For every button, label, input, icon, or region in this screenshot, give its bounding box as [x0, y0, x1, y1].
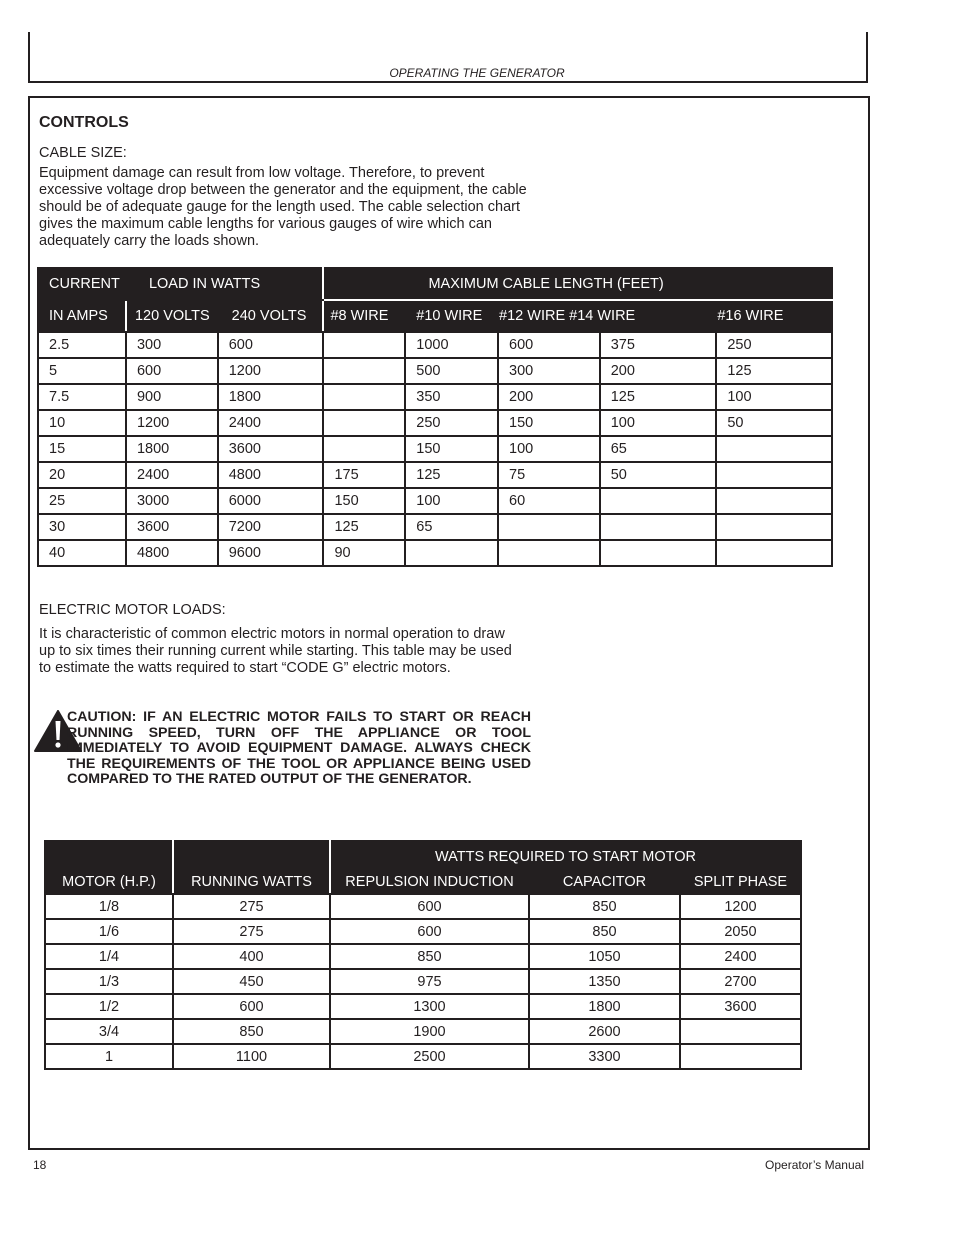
table-cell: 1800 — [529, 994, 680, 1019]
table-cell: 7200 — [218, 514, 324, 540]
table-cell — [600, 488, 717, 514]
table-cell: 175 — [323, 462, 405, 488]
table-cell: 850 — [330, 944, 529, 969]
table-cell: 300 — [498, 358, 600, 384]
table-cell: 150 — [498, 410, 600, 436]
table-cell: 90 — [323, 540, 405, 566]
caution-block — [34, 710, 534, 810]
table-cell: 900 — [126, 384, 218, 410]
table-cell: 200 — [498, 384, 600, 410]
table-cell: 450 — [173, 969, 330, 994]
table-cell: 1100 — [173, 1044, 330, 1069]
table-cell: 150 — [405, 436, 498, 462]
table-cell: 3/4 — [45, 1019, 173, 1044]
table-cell — [716, 488, 832, 514]
table-cell: 850 — [173, 1019, 330, 1044]
table-cell: 4800 — [126, 540, 218, 566]
table-cell — [323, 410, 405, 436]
table-cell — [323, 384, 405, 410]
motor-table-row — [45, 919, 801, 944]
table-cell: 125 — [323, 514, 405, 540]
table-cell: 7.5 — [38, 384, 126, 410]
table-cell — [716, 540, 832, 566]
header-max-cable-length: MAXIMUM CABLE LENGTH (FEET) — [323, 268, 832, 300]
cable-table-row — [38, 436, 832, 462]
table-cell: 150 — [323, 488, 405, 514]
table-cell: 600 — [330, 894, 529, 919]
table-cell: 1/2 — [45, 994, 173, 1019]
table-cell: 125 — [600, 384, 717, 410]
table-cell: 125 — [716, 358, 832, 384]
header-12-14-wire: #12 WIRE #14 WIRE — [498, 300, 716, 332]
header-motor-hp: MOTOR (H.P.) — [45, 869, 173, 894]
table-cell: 100 — [716, 384, 832, 410]
table-cell: 200 — [600, 358, 717, 384]
table-cell: 2400 — [126, 462, 218, 488]
table-cell: 600 — [173, 994, 330, 1019]
table-cell: 300 — [126, 332, 218, 358]
table-cell — [680, 1044, 801, 1069]
cable-table-row — [38, 410, 832, 436]
header-8-wire: #8 WIRE — [323, 300, 405, 332]
table-cell: 975 — [330, 969, 529, 994]
motor-table-row — [45, 1044, 801, 1069]
table-cell: 3600 — [218, 436, 324, 462]
cable-table-row — [38, 332, 832, 358]
table-cell: 1200 — [680, 894, 801, 919]
motor-table-body — [45, 894, 801, 1069]
table-cell — [600, 514, 717, 540]
table-cell: 5 — [38, 358, 126, 384]
table-cell: 1050 — [529, 944, 680, 969]
cable-table-row — [38, 384, 832, 410]
header-240-volts: 240 VOLTS — [231, 308, 307, 324]
header-watts-required: WATTS REQUIRED TO START MOTOR — [330, 841, 801, 869]
motor-table-row — [45, 994, 801, 1019]
cable-header-row-2 — [38, 300, 832, 332]
table-cell: 600 — [218, 332, 324, 358]
table-cell: 75 — [498, 462, 600, 488]
cable-table-row — [38, 462, 832, 488]
header-repulsion-induction: REPULSION INDUCTION — [330, 869, 529, 894]
table-cell: 2400 — [680, 944, 801, 969]
motor-table-row — [45, 944, 801, 969]
table-cell: 100 — [600, 410, 717, 436]
table-cell: 100 — [498, 436, 600, 462]
header-in-amps: IN AMPS — [38, 300, 126, 332]
cable-table-row — [38, 358, 832, 384]
motor-table-row — [45, 894, 801, 919]
header-volts — [126, 300, 323, 332]
table-cell: 40 — [38, 540, 126, 566]
cable-size-label: CABLE SIZE: — [39, 145, 127, 161]
cable-size-paragraph: Equipment damage can result from low voltage. Therefore, to prevent excessive voltage drop between the generator and the equipment, the cable should be of adequate gauge for the length used. The cable selection chart gives the maximum cable lengths for various gauges of wire which can adequately carry the loads shown. — [39, 165, 527, 249]
table-cell: 850 — [529, 919, 680, 944]
table-cell: 3600 — [126, 514, 218, 540]
table-cell: 375 — [600, 332, 717, 358]
table-cell: 1350 — [529, 969, 680, 994]
cable-header-row-1 — [38, 268, 832, 300]
caution-text: CAUTION: IF AN ELECTRIC MOTOR FAILS TO START OR REACH RUNNING SPEED, TURN OFF THE APPLIANCE OR TOOL IMMEDIATELY TO AVOID EQUIPMENT DAMAGE. ALWAYS CHECK THE REQUIREMENTS OF THE TOOL OR APPLIANCE BEING USED COMPARED TO THE RATED OUTPUT OF THE GENERATOR. — [67, 709, 531, 787]
controls-heading: CONTROLS — [39, 114, 129, 131]
table-cell — [405, 540, 498, 566]
cable-table-row — [38, 540, 832, 566]
table-cell: 9600 — [218, 540, 324, 566]
motor-starting-table — [44, 840, 802, 1070]
cable-table-body — [38, 332, 832, 566]
motor-table-row — [45, 1019, 801, 1044]
table-cell: 600 — [498, 332, 600, 358]
header-current: CURRENT — [38, 268, 126, 300]
table-cell: 350 — [405, 384, 498, 410]
page-number: 18 — [33, 1158, 47, 1172]
table-cell: 1800 — [218, 384, 324, 410]
table-cell: 1 — [45, 1044, 173, 1069]
table-cell: 2400 — [218, 410, 324, 436]
header-running-watts: RUNNING WATTS — [173, 869, 330, 894]
motor-loads-paragraph: It is characteristic of common electric motors in normal operation to draw up to six times their running current while starting. This table may be used to estimate the watts required to start “CODE G” electric motors. — [39, 626, 512, 676]
table-cell: 1200 — [126, 410, 218, 436]
table-cell — [498, 540, 600, 566]
table-cell — [323, 358, 405, 384]
table-cell: 2.5 — [38, 332, 126, 358]
motor-header-row-2 — [45, 869, 801, 894]
table-cell: 2500 — [330, 1044, 529, 1069]
table-cell: 600 — [330, 919, 529, 944]
table-cell: 850 — [529, 894, 680, 919]
table-cell: 1300 — [330, 994, 529, 1019]
table-cell: 65 — [600, 436, 717, 462]
table-cell: 3600 — [680, 994, 801, 1019]
section-header: OPERATING THE GENERATOR — [389, 66, 565, 80]
table-cell: 50 — [600, 462, 717, 488]
header-120-volts: 120 VOLTS — [134, 308, 210, 324]
table-cell: 100 — [405, 488, 498, 514]
table-cell: 15 — [38, 436, 126, 462]
cable-table-row — [38, 514, 832, 540]
table-cell: 400 — [173, 944, 330, 969]
table-cell: 275 — [173, 894, 330, 919]
table-cell: 65 — [405, 514, 498, 540]
table-cell: 3000 — [126, 488, 218, 514]
table-cell — [498, 514, 600, 540]
table-cell — [716, 514, 832, 540]
motor-table-row — [45, 969, 801, 994]
table-cell: 2600 — [529, 1019, 680, 1044]
table-cell — [323, 436, 405, 462]
table-cell — [716, 436, 832, 462]
table-cell: 4800 — [218, 462, 324, 488]
manual-title: Operator’s Manual — [765, 1158, 864, 1172]
table-cell — [680, 1019, 801, 1044]
table-cell: 20 — [38, 462, 126, 488]
table-cell: 1800 — [126, 436, 218, 462]
table-cell — [716, 462, 832, 488]
motor-header-row-1 — [45, 841, 801, 869]
table-cell: 1900 — [330, 1019, 529, 1044]
table-cell — [323, 332, 405, 358]
table-cell: 2700 — [680, 969, 801, 994]
motor-loads-label: ELECTRIC MOTOR LOADS: — [39, 602, 226, 618]
table-cell: 1/3 — [45, 969, 173, 994]
table-cell: 60 — [498, 488, 600, 514]
table-cell: 10 — [38, 410, 126, 436]
table-cell: 1200 — [218, 358, 324, 384]
header-16-wire: #16 WIRE — [716, 300, 832, 332]
table-cell: 3300 — [529, 1044, 680, 1069]
table-cell: 1/8 — [45, 894, 173, 919]
table-cell: 275 — [173, 919, 330, 944]
table-cell: 25 — [38, 488, 126, 514]
table-cell: 1/4 — [45, 944, 173, 969]
table-cell: 50 — [716, 410, 832, 436]
header-capacitor: CAPACITOR — [529, 869, 680, 894]
table-cell: 500 — [405, 358, 498, 384]
header-split-phase: SPLIT PHASE — [680, 869, 801, 894]
table-cell: 30 — [38, 514, 126, 540]
table-cell: 2050 — [680, 919, 801, 944]
table-cell: 600 — [126, 358, 218, 384]
table-cell: 125 — [405, 462, 498, 488]
table-cell — [600, 540, 717, 566]
table-cell: 1000 — [405, 332, 498, 358]
cable-selection-table — [37, 267, 833, 567]
header-load-in-watts: LOAD IN WATTS — [126, 268, 323, 300]
table-cell: 1/6 — [45, 919, 173, 944]
header-10-wire: #10 WIRE — [405, 300, 498, 332]
table-cell: 250 — [716, 332, 832, 358]
table-cell: 6000 — [218, 488, 324, 514]
table-cell: 250 — [405, 410, 498, 436]
cable-table-row — [38, 488, 832, 514]
